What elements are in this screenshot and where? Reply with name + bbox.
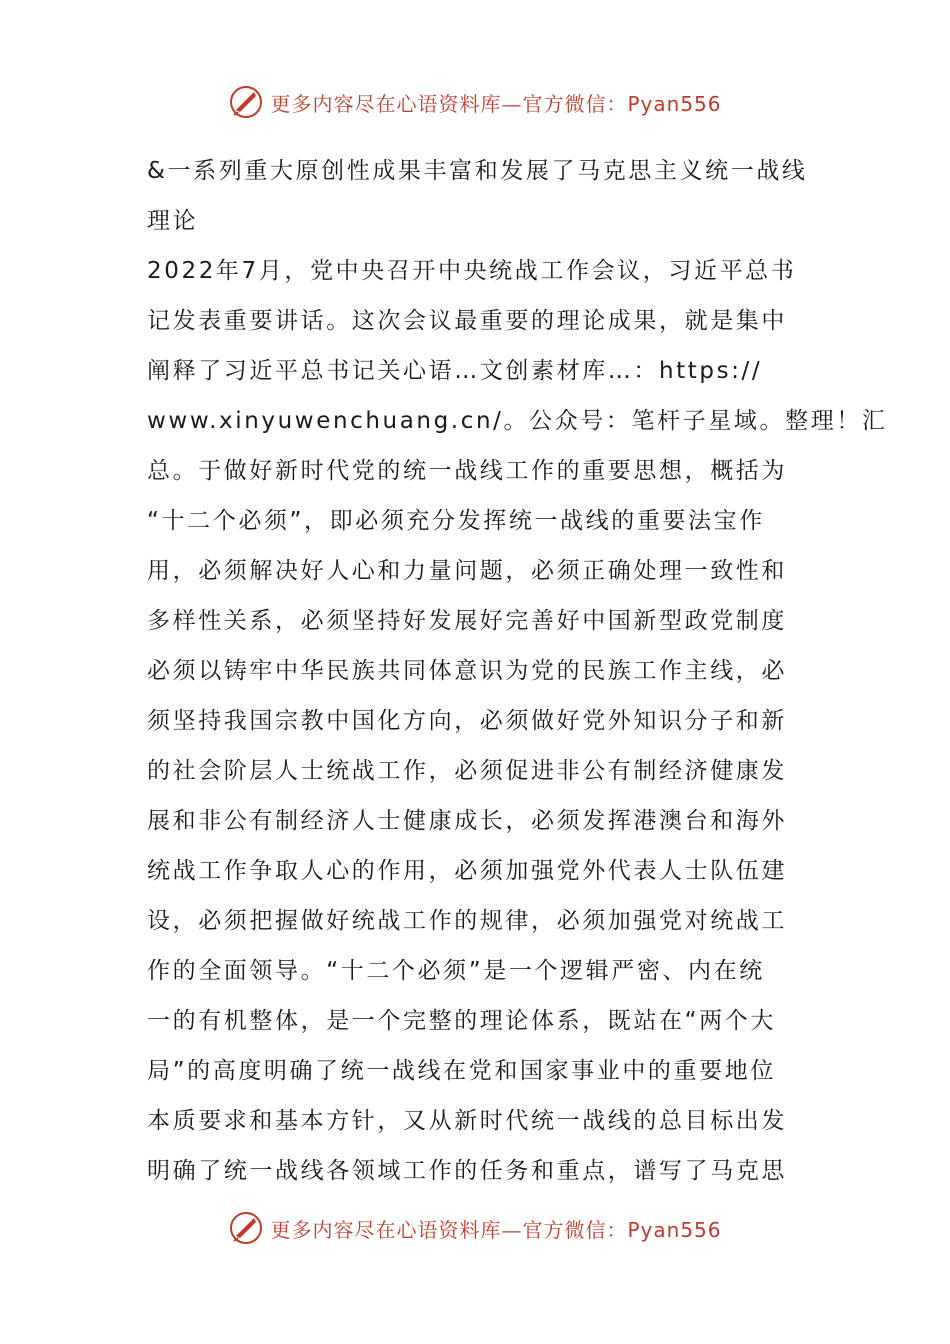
text-line: 多样性关系，必须坚持好发展好完善好中国新型政党制度: [147, 608, 787, 634]
text-line: 明确了统一战线各领域工作的任务和重点，谱写了马克思: [147, 1158, 787, 1184]
text-line: 局”的高度明确了统一战线在党和国家事业中的重要地位: [147, 1058, 776, 1084]
text-line: “十二个必须”，即必须充分发挥统一战线的重要法宝作: [147, 508, 765, 534]
text-line: 须坚持我国宗教中国化方向，必须做好党外知识分子和新: [147, 708, 787, 734]
quill-logo-icon: [228, 84, 264, 120]
text-line: 理论: [147, 208, 199, 234]
text-line: 用，必须解决好人心和力量问题，必须正确处理一致性和: [147, 558, 787, 584]
banner-text: 更多内容尽在心语资料库—官方微信：Pyan556: [270, 1217, 722, 1242]
text-line: 记发表重要讲话。这次会议最重要的理论成果，就是集中: [147, 308, 787, 334]
document-body: [147, 146, 888, 1196]
text-line: 本质要求和基本方针，又从新时代统一战线的总目标出发: [147, 1108, 787, 1134]
wechat-id: Pyan556: [627, 91, 722, 116]
text-line: 必须以铸牢中华民族共同体意识为党的民族工作主线，必: [147, 658, 787, 684]
text-line: 总。于做好新时代党的统一战线工作的重要思想，概括为: [147, 458, 787, 484]
header-banner: [0, 80, 950, 124]
text-line: 的社会阶层人士统战工作，必须促进非公有制经济健康发: [147, 758, 787, 784]
text-line: www.xinyuwenchuang.cn/。公众号：笔杆子星域。整理！汇: [147, 408, 888, 434]
banner-text: 更多内容尽在心语资料库—官方微信：Pyan556: [270, 91, 722, 116]
wechat-id: Pyan556: [627, 1217, 722, 1242]
text-line: &一系列重大原创性成果丰富和发展了马克思主义统一战线: [147, 158, 808, 184]
quill-logo-icon: [228, 1210, 264, 1246]
text-line: 阐释了习近平总书记关心语…文创素材库…：https://: [147, 358, 763, 384]
text-line: 作的全面领导。“十二个必须”是一个逻辑严密、内在统: [147, 958, 765, 984]
text-line: 统战工作争取人心的作用，必须加强党外代表人士队伍建: [147, 858, 787, 884]
text-line: 一的有机整体，是一个完整的理论体系，既站在“两个大: [147, 1008, 776, 1034]
text-line: 2022年7月，党中央召开中央统战工作会议，习近平总书: [147, 258, 797, 284]
footer-banner: [0, 1206, 950, 1250]
text-line: 设，必须把握做好统战工作的规律，必须加强党对统战工: [147, 908, 787, 934]
text-line: 展和非公有制经济人士健康成长，必须发挥港澳台和海外: [147, 808, 787, 834]
